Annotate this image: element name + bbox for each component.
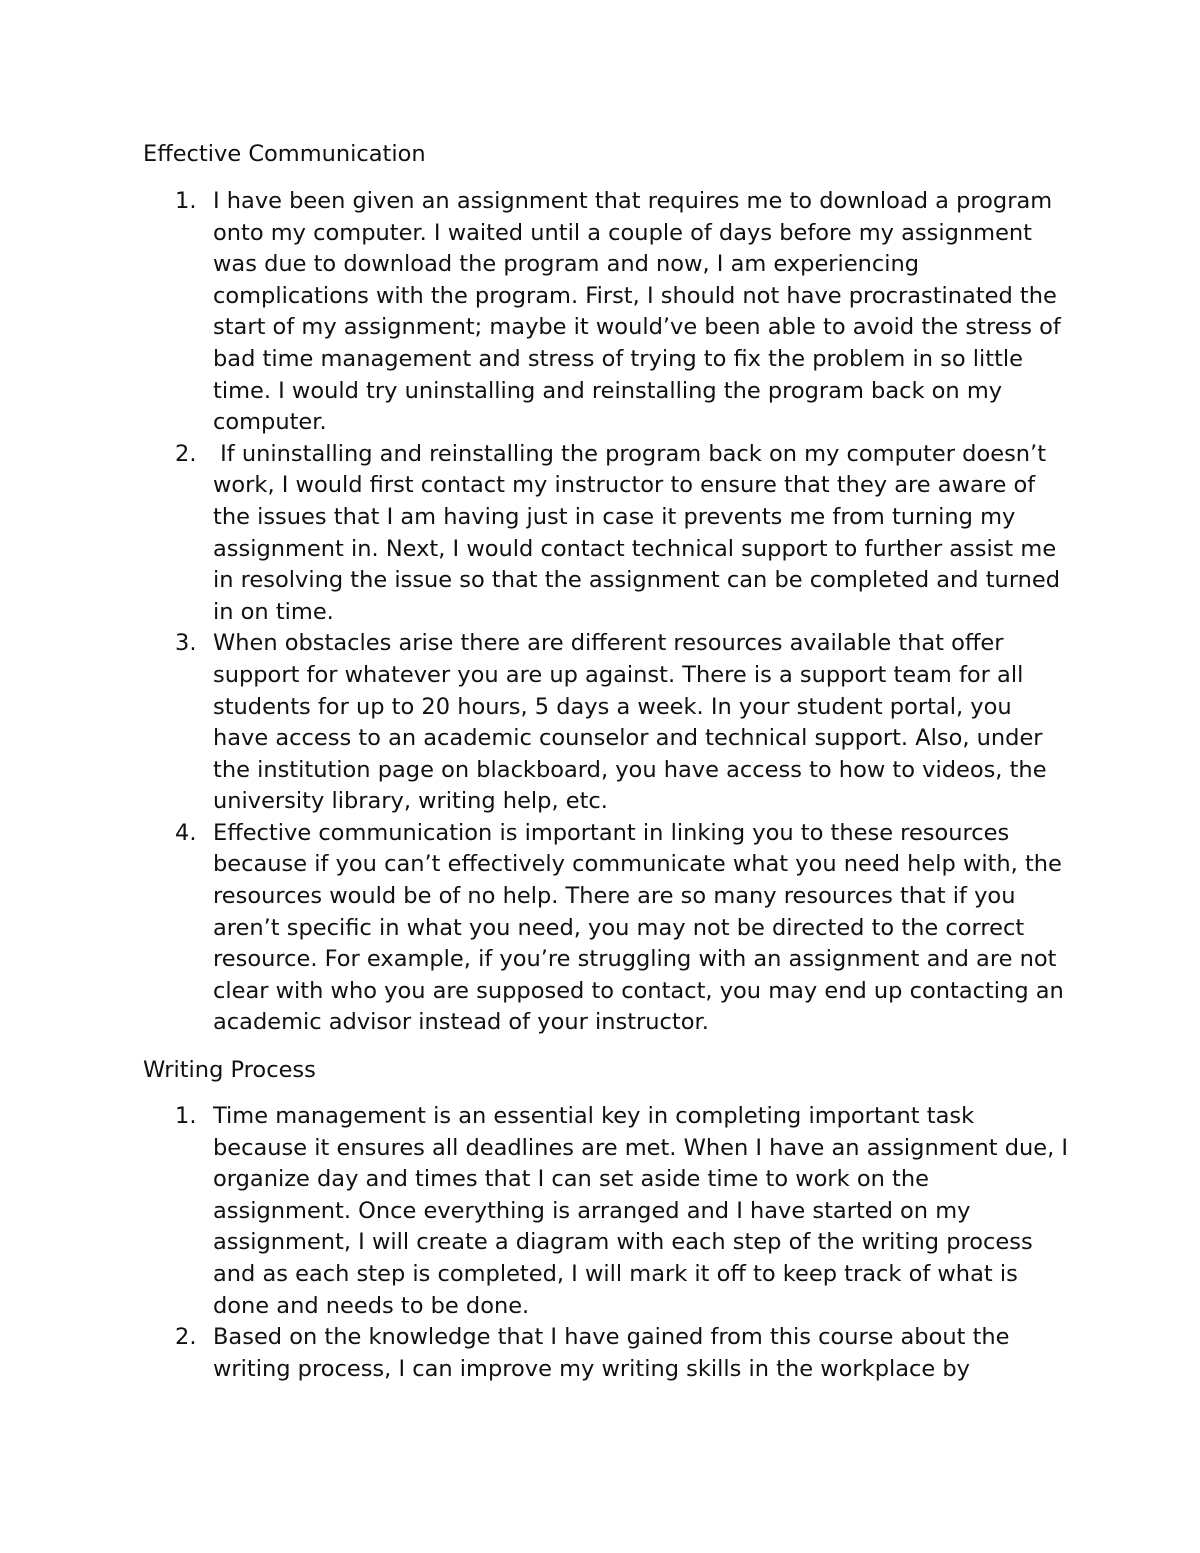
list-item [143,818,1073,1039]
list-item-number: 3. [175,630,197,657]
list-item-number: 2. [175,1324,197,1351]
list-item-number: 1. [175,188,197,214]
section-heading-writing-process: Writing Process [143,1057,316,1083]
list-item-number: 2. [175,440,197,467]
list-item [143,1322,1073,1385]
list-item-number: 1. [175,1103,197,1129]
list-item-text: When obstacles arise there are different resources available that offer support for whatever you are up against. There is a support team for all students for up to 20 hours, 5 days a week. In your student portal, you have access to an academic counselor and technical support. Also, under the institution page on blackboard, you have access to how to videos, the university library, writing help, etc. [213,630,1047,815]
list-item-text: I have been given an assignment that requires me to download a program onto my computer. I waited until a couple of days before my assignment was due to download the program and now, I am experiencing complications with the program. First, I should not have procrastinated the start of my assignment; maybe it would’ve been able to avoid the stress of bad time management and stress of trying to fix the problem in so little time. I would try uninstalling and reinstalling the program back on my computer. [213,188,1061,436]
list-item-text: Based on the knowledge that I have gained from this course about the writing process, I can improve my writing skills in the workplace by [213,1324,1010,1382]
list-item [143,186,1073,439]
list-item-text: Effective communication is important in linking you to these resources because if you can’t effectively communicate what you need help with, the resources would be of no help. There are so many resources that if you aren’t specific in what you need, you may not be directed to the correct resource. For example, if you’re struggling with an assignment and are not clear with who you are supposed to contact, you may end up contacting an academic advisor instead of your instructor. [213,819,1064,1036]
effective-communication-list [143,186,1073,1039]
list-item [143,1101,1073,1322]
list-item [143,628,1073,818]
list-item-text: If uninstalling and reinstalling the program back on my computer doesn’t work, I would first contact my instructor to ensure that they are aware of the issues that I am having just in case it prevents me from turning my assignment in. Next, I would contact technical support to further assist me in resolving the issue so that the assignment can be completed and turned in on time. [213,440,1068,625]
list-item-number: 4. [175,819,197,846]
list-item-text: Time management is an essential key in completing important task because it ensures all deadlines are met. When I have an assignment due, I organize day and times that I can set aside time to work on the assignment. Once everything is arranged and I have started on my assignment, I will create a diagram with each step of the writing process and as each step is completed, I will mark it off to keep track of what is done and needs to be done. [213,1103,1069,1319]
writing-process-list [143,1101,1073,1385]
list-item [143,439,1073,629]
section-heading-effective-communication: Effective Communication [143,141,426,167]
